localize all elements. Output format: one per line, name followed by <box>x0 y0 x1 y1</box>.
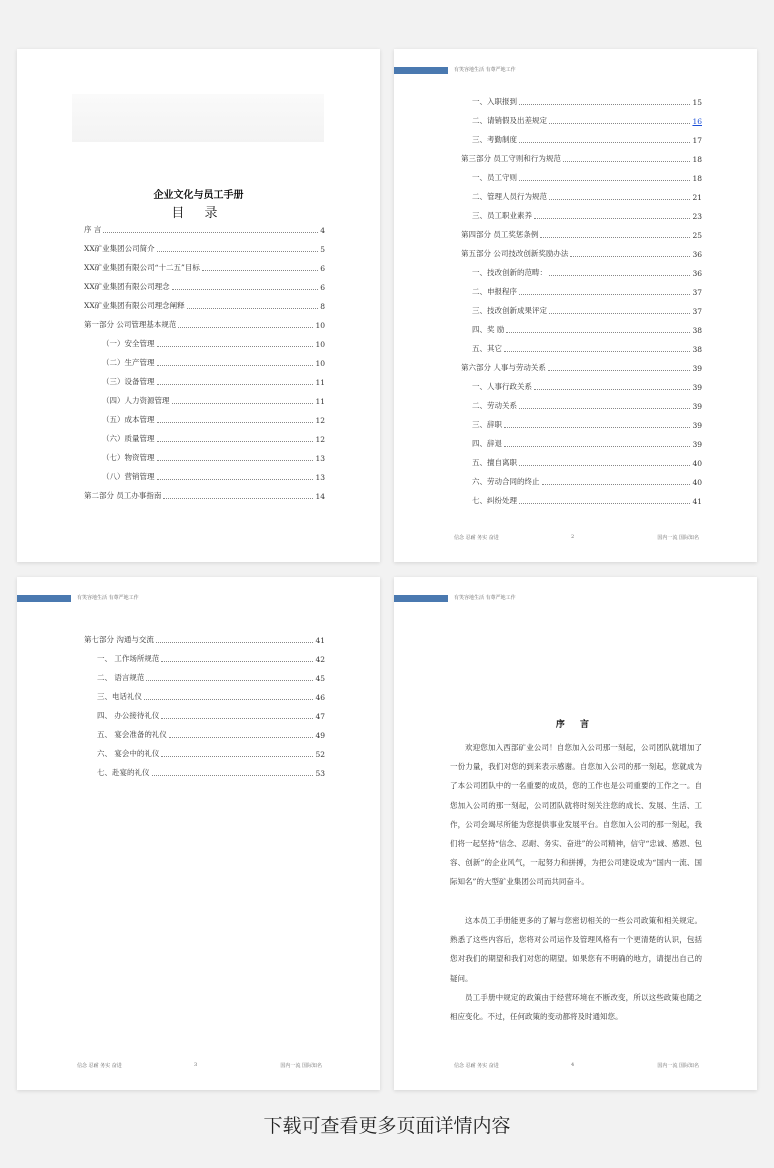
toc-entry-label: （二）生产管理 <box>102 358 155 367</box>
toc-leader-dots <box>519 465 690 466</box>
toc-leader-dots <box>157 479 314 480</box>
toc-entry[interactable] <box>102 337 325 349</box>
header-accent-bar <box>394 67 448 74</box>
toc-entry-label: XX矿业集团公司简介 <box>84 244 155 253</box>
download-caption: 下载可查看更多页面详情内容 <box>263 1115 511 1137</box>
toc-entry[interactable] <box>97 652 325 664</box>
toc-page-number: 11 <box>315 397 325 406</box>
preface-paragraph: 员工手册中规定的政策由于经营环境在不断改变，所以这些政策也随之相应变化。不过，任何政策的变动都将及时通知您。 <box>450 993 702 1022</box>
toc-leader-dots <box>506 332 690 333</box>
toc-entry-label: 六、 宴会中的礼仪 <box>97 749 160 758</box>
toc-page-number: 45 <box>315 674 325 683</box>
toc-entry-label: 第三部分 员工守则和行为规范 <box>461 154 561 163</box>
toc-page-number: 39 <box>692 383 702 392</box>
toc-leader-dots <box>548 370 691 371</box>
preface-title: 序 言 <box>555 720 596 730</box>
document-page-4 <box>394 577 757 1090</box>
toc-leader-dots <box>161 756 313 757</box>
toc-entry[interactable] <box>472 494 702 506</box>
toc-leader-dots <box>504 427 690 428</box>
toc-entry-label: 三、技改创新成果评定 <box>472 306 547 315</box>
toc-leader-dots <box>161 661 313 662</box>
toc-entry-label: 序 言 <box>84 225 102 234</box>
toc-page-number: 49 <box>315 731 325 740</box>
toc-entry-label: 二、劳动关系 <box>472 401 517 410</box>
toc-leader-dots <box>157 441 314 442</box>
toc-leader-dots <box>570 256 690 257</box>
toc-entry-label: 七、纠纷处理 <box>472 496 517 505</box>
toc-page-number: 38 <box>692 326 702 335</box>
toc-leader-dots <box>540 237 690 238</box>
toc-entry-label: 二、请销假及出差规定 <box>472 116 547 125</box>
toc-entry-label: （五）成本管理 <box>102 415 155 424</box>
toc-page-number: 39 <box>692 421 702 430</box>
toc-entry[interactable] <box>472 95 702 107</box>
toc-entry[interactable] <box>102 432 325 444</box>
toc-page-number: 21 <box>692 193 702 202</box>
toc-entry-label: 七、赴宴的礼仪 <box>97 768 150 777</box>
toc-entry-label: 一、员工守则 <box>472 173 517 182</box>
toc-entry-label: 二、申报程序 <box>472 287 517 296</box>
toc-leader-dots <box>163 498 313 499</box>
toc-page-number: 13 <box>315 454 325 463</box>
toc-entry[interactable] <box>84 280 325 292</box>
footer-left: 信念 忍耐 务实 奋进 <box>454 535 499 541</box>
footer-left: 信念 忍耐 务实 奋进 <box>77 1063 122 1069</box>
toc-entry-label: 四、奖 励 <box>472 325 505 334</box>
toc-page-number: 39 <box>692 402 702 411</box>
toc-entry-label: 四、辞退 <box>472 439 502 448</box>
toc-entry-label: （一）安全管理 <box>102 339 155 348</box>
page-number: 3 <box>194 1062 198 1068</box>
toc-leader-dots <box>169 737 314 738</box>
footer-left: 信念 忍耐 务实 奋进 <box>454 1063 499 1069</box>
toc-leader-dots <box>161 718 313 719</box>
toc-entry[interactable] <box>102 413 325 425</box>
toc-entry[interactable] <box>472 266 702 278</box>
toc-entry[interactable] <box>102 356 325 368</box>
toc-entry[interactable] <box>84 261 325 273</box>
toc-entry-label: 三、辞职 <box>472 420 502 429</box>
toc-entry-label: 五、其它 <box>472 344 502 353</box>
toc-leader-dots <box>157 365 314 366</box>
toc-entry-label: （六）质量管理 <box>102 434 155 443</box>
toc-page-number: 23 <box>692 212 702 221</box>
toc-entry-label: 四、 办公接待礼仪 <box>97 711 160 720</box>
toc-page-number: 25 <box>692 231 702 240</box>
toc-leader-dots <box>152 775 314 776</box>
toc-entry-label: 第五部分 公司技改创新奖励办法 <box>461 249 569 258</box>
document-title: 企业文化与员工手册 <box>153 190 244 201</box>
toc-page-number: 36 <box>692 269 702 278</box>
toc-leader-dots <box>519 294 690 295</box>
toc-page-number: 15 <box>692 98 702 107</box>
cover-image-placeholder <box>72 94 324 142</box>
toc-page-number: 10 <box>315 359 325 368</box>
toc-heading: 目 录 <box>171 206 226 221</box>
toc-leader-dots <box>187 308 319 309</box>
toc-page-number: 8 <box>320 302 325 311</box>
toc-page-number: 40 <box>692 459 702 468</box>
toc-entry-label: XX矿业集团有限公司理念 <box>84 282 170 291</box>
toc-entry-label: （七）物资管理 <box>102 453 155 462</box>
toc-page-number: 18 <box>692 174 702 183</box>
toc-entry[interactable] <box>84 489 325 501</box>
toc-entry[interactable] <box>472 323 702 335</box>
toc-leader-dots <box>519 503 690 504</box>
toc-page-number: 5 <box>320 245 325 254</box>
toc-entry-label: 一、 工作场所规范 <box>97 654 160 663</box>
toc-entry[interactable] <box>97 766 325 778</box>
header-accent-bar <box>394 595 448 602</box>
toc-page-number: 42 <box>315 655 325 664</box>
toc-entry[interactable] <box>472 456 702 468</box>
toc-entry-label: 六、劳动合同的终止 <box>472 477 540 486</box>
toc-page-number: 38 <box>692 345 702 354</box>
toc-entry-label: 一、入职报到 <box>472 97 517 106</box>
toc-page-number: 14 <box>315 492 325 501</box>
page-footer <box>394 1062 757 1070</box>
toc-leader-dots <box>549 313 690 314</box>
toc-leader-dots <box>157 460 314 461</box>
toc-leader-dots <box>519 142 690 143</box>
toc-page-number: 10 <box>315 340 325 349</box>
toc-leader-dots <box>157 346 314 347</box>
preface-paragraph: 欢迎您加入西部矿业公司！自您加入公司那一刻起，公司团队就增加了一份力量，我们对您的到来表示感谢。自您加入公司的那一刻起，您就成为了本公司团队中的一名重要的成员，您的工作也是公司重要的工作之一。自您加入公司的那一刻起，公司团队就将时刻关注您的成长、发展、生活、工作，公司会竭尽所能为您提供事业发展平台。自您加入公司的那一刻起，我们将一起坚持“信念、忍耐、务实、奋进”的公司精神，信守“忠诚、感恩、包容、创新”的企业风气，一起努力和拼搏，为把公司建设成为“国内一流、国际知名”的大型矿业集团公司而共同奋斗。 <box>450 743 702 887</box>
toc-entry[interactable] <box>472 418 702 430</box>
toc-leader-dots <box>103 232 318 233</box>
toc-entry-label: 五、 宴会准备的礼仪 <box>97 730 167 739</box>
page-number: 2 <box>571 534 575 540</box>
page-footer <box>17 1062 380 1070</box>
toc-entry[interactable] <box>102 451 325 463</box>
header-slogan: 有笑容地生活 有尊严地工作 <box>454 67 516 73</box>
toc-leader-dots <box>542 484 691 485</box>
toc-leader-dots <box>144 699 313 700</box>
toc-entry[interactable] <box>472 437 702 449</box>
toc-page-number: 4 <box>320 226 325 235</box>
toc-entry[interactable] <box>97 671 325 683</box>
toc-leader-dots <box>549 275 690 276</box>
toc-entry-label: （三）设备管理 <box>102 377 155 386</box>
footer-right: 国内一流 国际知名 <box>657 1063 699 1069</box>
toc-leader-dots <box>172 403 314 404</box>
toc-leader-dots <box>519 180 690 181</box>
header-slogan: 有笑容地生活 有尊严地工作 <box>454 595 516 601</box>
toc-entry[interactable] <box>472 342 702 354</box>
toc-entry-label: 三、考勤制度 <box>472 135 517 144</box>
toc-leader-dots <box>202 270 318 271</box>
toc-entry[interactable] <box>97 690 325 702</box>
footer-right: 国内一流 国际知名 <box>280 1063 322 1069</box>
toc-entry[interactable] <box>84 318 325 330</box>
toc-entry-label: 三、电话礼仪 <box>97 692 142 701</box>
toc-entry[interactable] <box>472 209 702 221</box>
toc-leader-dots <box>534 218 690 219</box>
toc-entry-label: （八）营销管理 <box>102 472 155 481</box>
document-page-2 <box>394 49 757 562</box>
toc-leader-dots <box>504 446 690 447</box>
toc-entry[interactable] <box>472 304 702 316</box>
toc-page-number: 37 <box>692 288 702 297</box>
toc-entry[interactable] <box>472 475 702 487</box>
toc-leader-dots <box>172 289 319 290</box>
toc-page-number: 53 <box>315 769 325 778</box>
toc-entry[interactable] <box>472 399 702 411</box>
toc-entry-label: 二、管理人员行为规范 <box>472 192 547 201</box>
toc-leader-dots <box>157 384 314 385</box>
toc-entry[interactable] <box>84 633 325 645</box>
toc-page-number: 41 <box>315 636 325 645</box>
toc-entry[interactable] <box>472 133 702 145</box>
toc-entry[interactable] <box>102 375 325 387</box>
footer-right: 国内一流 国际知名 <box>657 535 699 541</box>
toc-entry-label: 一、技改创新的范畴： <box>472 268 547 277</box>
toc-leader-dots <box>157 422 314 423</box>
toc-page-number: 52 <box>315 750 325 759</box>
toc-entry[interactable] <box>97 747 325 759</box>
toc-entry-label: 三、员工职业素养 <box>472 211 532 220</box>
toc-entry[interactable] <box>472 380 702 392</box>
toc-page-number: 12 <box>315 435 325 444</box>
page-footer <box>394 534 757 542</box>
toc-leader-dots <box>534 389 690 390</box>
preface-paragraph: 这本员工手册能更多的了解与您密切相关的一些公司政策和相关规定。熟悉了这些内容后，您将对公司运作及管理风格有一个更清楚的认识，包括您对我们的期望和我们对您的期望。如果您有不明确的地方，请提出自己的疑问。 <box>450 916 702 983</box>
toc-page-number: 36 <box>692 250 702 259</box>
toc-entry[interactable] <box>102 470 325 482</box>
toc-entry[interactable] <box>461 152 702 164</box>
toc-leader-dots <box>504 351 690 352</box>
toc-leader-dots <box>563 161 691 162</box>
toc-entry[interactable] <box>97 728 325 740</box>
toc-leader-dots <box>549 199 690 200</box>
toc-leader-dots <box>549 123 690 124</box>
toc-page-number: 18 <box>692 155 702 164</box>
toc-entry[interactable] <box>84 299 325 311</box>
toc-leader-dots <box>178 327 313 328</box>
toc-entry-label: 第二部分 员工办事指南 <box>84 491 162 500</box>
toc-entry-label: 第六部分 人事与劳动关系 <box>461 363 546 372</box>
toc-entry-label: XX矿业集团有限公司理念阐释 <box>84 301 185 310</box>
header-slogan: 有笑容地生活 有尊严地工作 <box>77 595 139 601</box>
toc-entry-label: 第七部分 沟通与交流 <box>84 635 154 644</box>
toc-entry[interactable] <box>472 285 702 297</box>
toc-page-number: 47 <box>315 712 325 721</box>
toc-leader-dots <box>519 408 690 409</box>
toc-entry[interactable] <box>461 247 702 259</box>
toc-entry[interactable] <box>97 709 325 721</box>
toc-leader-dots <box>157 251 319 252</box>
toc-entry[interactable] <box>472 190 702 202</box>
toc-leader-dots <box>519 104 690 105</box>
page-number: 4 <box>571 1062 575 1068</box>
toc-entry[interactable] <box>472 114 702 126</box>
toc-page-number: 13 <box>315 473 325 482</box>
toc-leader-dots <box>156 642 314 643</box>
toc-entry-label: 二、 语言规范 <box>97 673 145 682</box>
toc-entry-label: 第一部分 公司管理基本规范 <box>84 320 177 329</box>
toc-entry[interactable] <box>102 394 325 406</box>
toc-entry-label: 一、人事行政关系 <box>472 382 532 391</box>
toc-page-number: 6 <box>320 264 325 273</box>
toc-entry[interactable] <box>472 171 702 183</box>
toc-page-number: 39 <box>692 364 702 373</box>
toc-page-number: 11 <box>315 378 325 387</box>
toc-page-number: 17 <box>692 136 702 145</box>
document-page-3 <box>17 577 380 1090</box>
toc-page-link[interactable]: 16 <box>692 117 702 126</box>
document-page-1 <box>17 49 380 562</box>
toc-page-number: 12 <box>315 416 325 425</box>
toc-page-number: 37 <box>692 307 702 316</box>
toc-entry-label: XX矿业集团有限公司“十二五”目标 <box>84 263 200 272</box>
toc-entry[interactable] <box>84 223 325 235</box>
toc-entry[interactable] <box>461 228 702 240</box>
toc-page-number: 10 <box>315 321 325 330</box>
toc-leader-dots <box>146 680 313 681</box>
toc-entry-label: （四）人力资源管理 <box>102 396 170 405</box>
toc-page-number: 40 <box>692 478 702 487</box>
toc-page-number: 46 <box>315 693 325 702</box>
header-accent-bar <box>17 595 71 602</box>
toc-entry-label: 第四部分 员工奖惩条例 <box>461 230 539 239</box>
toc-page-number: 39 <box>692 440 702 449</box>
toc-entry-label: 五、擅自离职 <box>472 458 517 467</box>
toc-entry[interactable] <box>461 361 702 373</box>
toc-page-number: 6 <box>320 283 325 292</box>
toc-entry[interactable] <box>84 242 325 254</box>
toc-page-number: 41 <box>692 497 702 506</box>
